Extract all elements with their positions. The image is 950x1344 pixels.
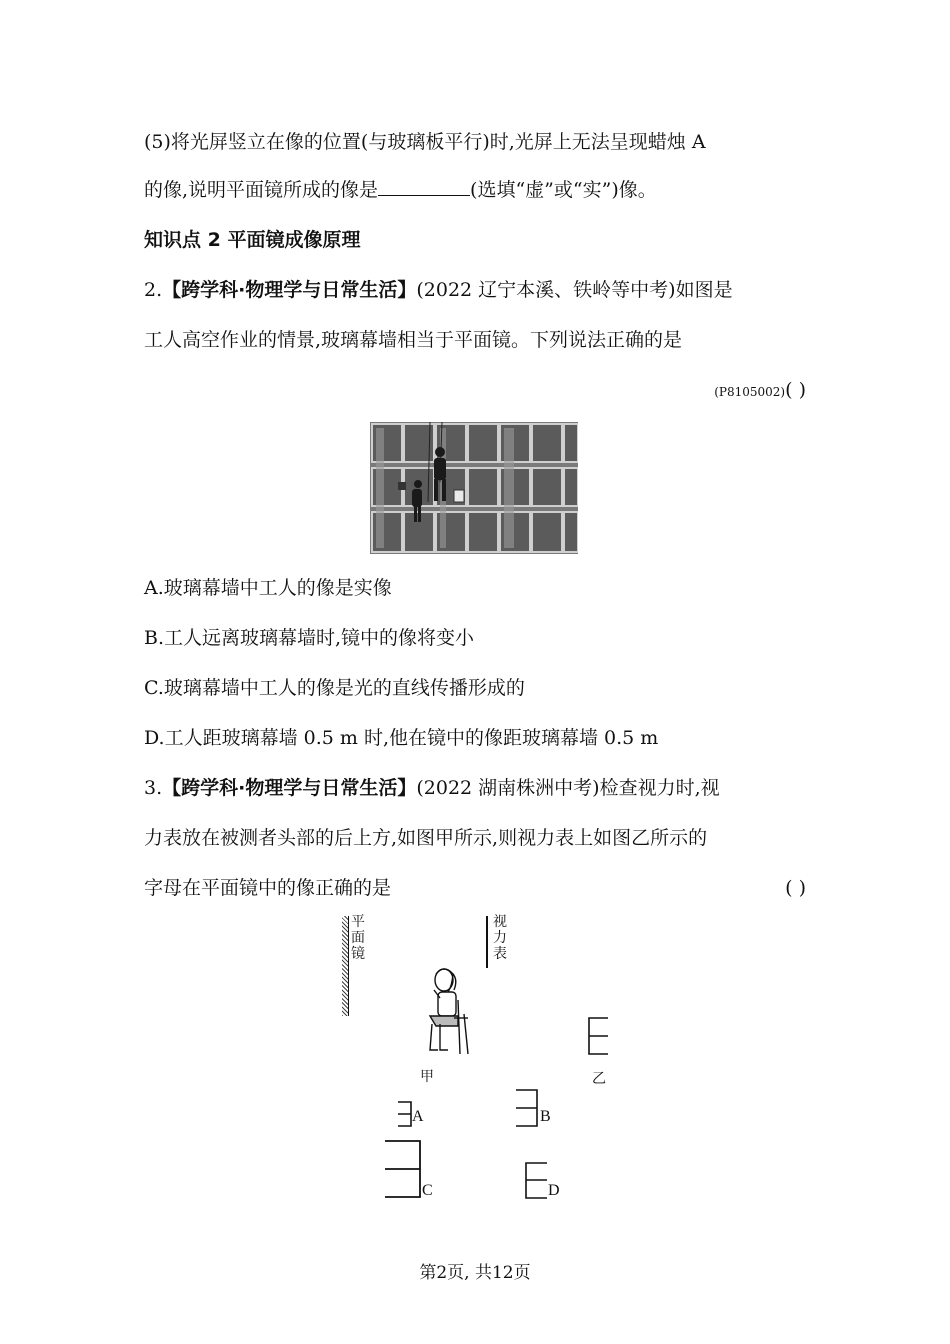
- q2-option-c[interactable]: C.玻璃幕墙中工人的像是光的直线传播形成的: [144, 677, 525, 699]
- seated-person: [418, 966, 480, 1060]
- q2-number: 2.: [144, 279, 163, 301]
- q3-source: (2022 湖南株洲中考)检查视力时,视: [416, 777, 720, 799]
- option-d-shape[interactable]: [522, 1160, 550, 1202]
- q3-bracket[interactable]: ( ): [785, 877, 806, 899]
- q2-line-2: 工人高空作业的情景,玻璃幕墙相当于平面镜。下列说法正确的是: [144, 329, 683, 351]
- q1-line-1: (5)将光屏竖立在像的位置(与玻璃板平行)时,光屏上无法呈现蜡烛 A: [144, 131, 706, 153]
- q2-option-d[interactable]: D.工人距玻璃幕墙 0.5 m 时,他在镜中的像距玻璃幕墙 0.5 m: [144, 727, 659, 749]
- caption-yi: 乙: [592, 1071, 606, 1087]
- answer-blank[interactable]: [378, 177, 470, 196]
- q2-code: (P8105002): [714, 385, 786, 399]
- q2-option-a[interactable]: A.玻璃幕墙中工人的像是实像: [144, 577, 392, 599]
- q3-line-2: 力表放在被测者头部的后上方,如图甲所示,则视力表上如图乙所示的: [144, 827, 708, 849]
- caption-jia: 甲: [420, 1069, 434, 1085]
- q2-answer-area: [714, 376, 806, 406]
- option-b-shape[interactable]: [512, 1088, 540, 1128]
- page-number: 第2页, 共12页: [419, 1263, 531, 1283]
- eye-test-figure: [336, 912, 636, 1212]
- q2-tag: 【跨学科·物理学与日常生活】: [162, 279, 417, 301]
- q1-line-2: [144, 176, 657, 204]
- q2-bracket[interactable]: ( ): [785, 379, 806, 401]
- eye-chart-label: 视力表: [493, 914, 507, 962]
- q1-line-2-after: (选填“虚”或“实”)像。: [470, 179, 657, 201]
- q1-line-2-before: 的像,说明平面镜所成的像是: [144, 179, 379, 201]
- mirror: [342, 916, 349, 1016]
- window-cleaner-photo: [370, 422, 578, 554]
- q3-line-1: [144, 774, 720, 802]
- q2-option-b[interactable]: B.工人远离玻璃幕墙时,镜中的像将变小: [144, 627, 475, 649]
- option-c-shape[interactable]: [382, 1138, 424, 1200]
- option-a-label[interactable]: A: [412, 1108, 424, 1125]
- option-c-label[interactable]: C: [422, 1182, 433, 1199]
- letter-e-yi: [586, 1016, 612, 1056]
- q2-line-1: [144, 276, 733, 304]
- eye-chart-line: [486, 916, 488, 968]
- section-heading: 知识点 2 平面镜成像原理: [144, 229, 361, 251]
- option-d-label[interactable]: D: [548, 1182, 560, 1199]
- option-b-label[interactable]: B: [540, 1108, 551, 1125]
- q2-source: (2022 辽宁本溪、铁岭等中考)如图是: [416, 279, 733, 301]
- q3-line-3: 字母在平面镜中的像正确的是: [144, 877, 392, 899]
- q3-tag: 【跨学科·物理学与日常生活】: [162, 777, 417, 799]
- mirror-label: 平面镜: [351, 914, 365, 962]
- q3-number: 3.: [144, 777, 163, 799]
